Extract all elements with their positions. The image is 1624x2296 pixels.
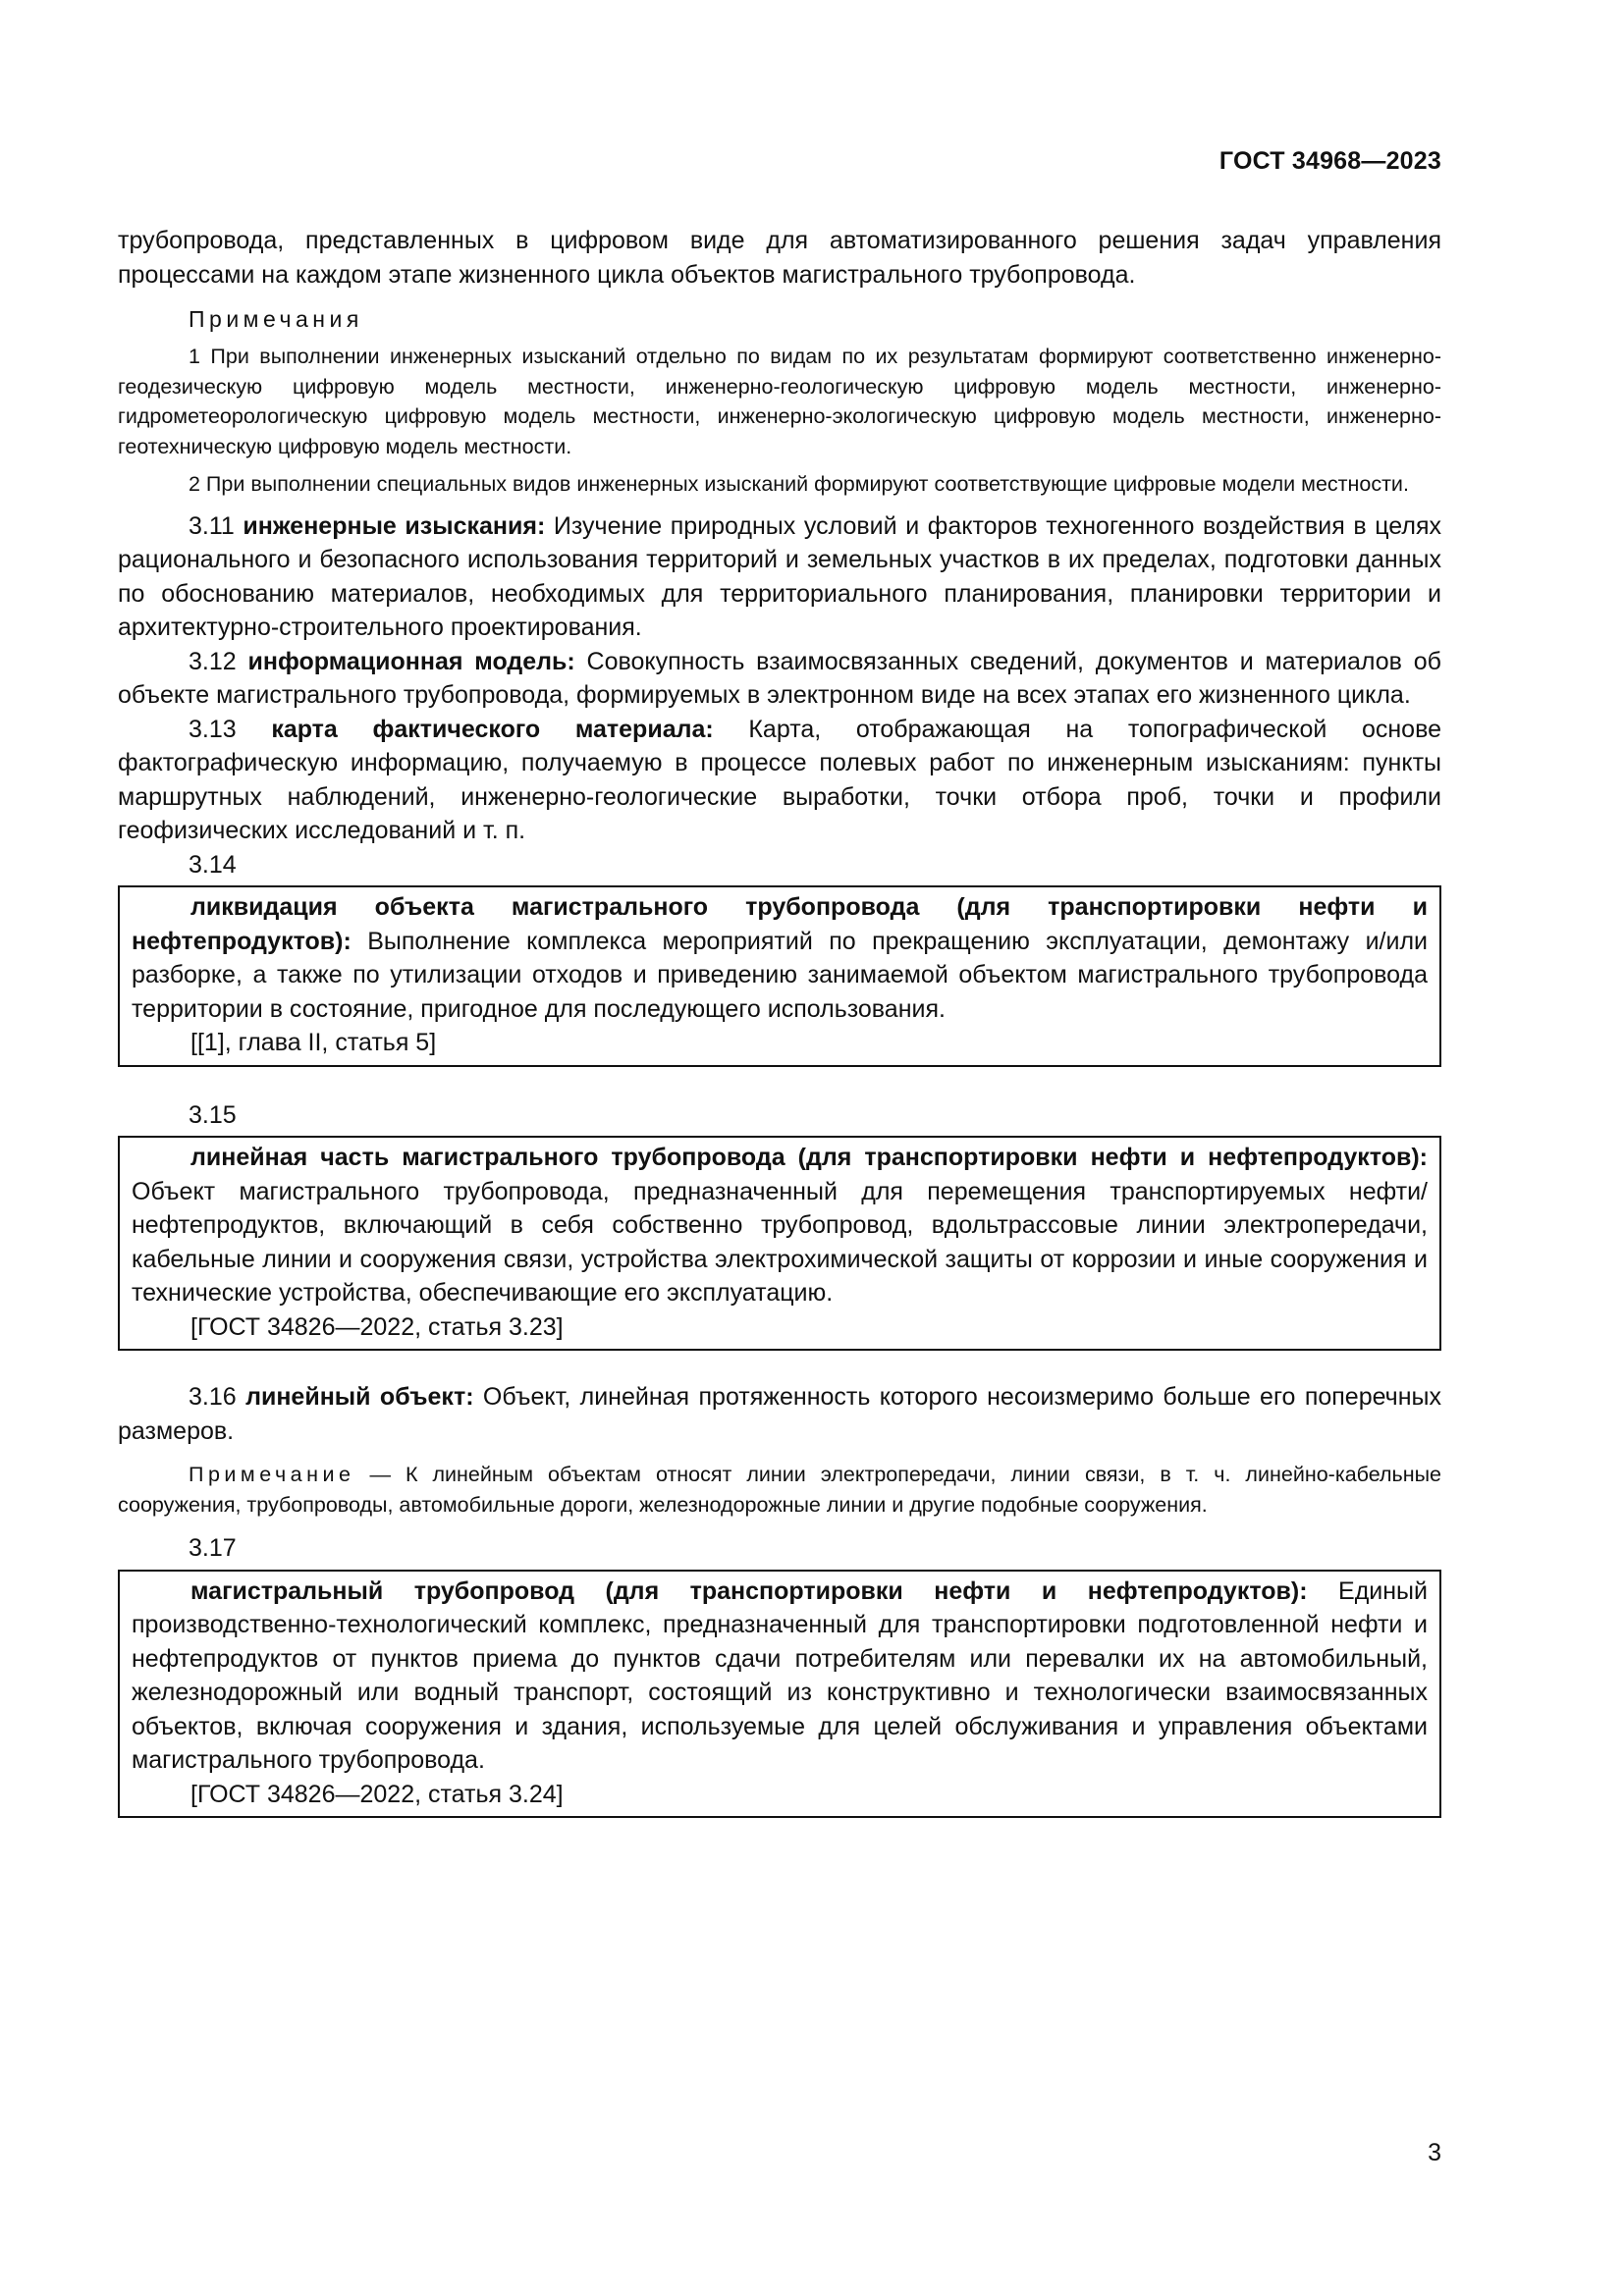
term-definition: Совокупность взаимосвязанных сведений, документов и материалов об объекте магистрального трубопровода, формируемых в электронном виде на всех этапах его жизненного цикла.: [118, 647, 1441, 709]
term-definition: Единый производственно-технологический комплекс, предназначенный для транспортировки подготовленной нефти и нефтепродуктов от пунктов приема до пунктов сдачи потребителям или перевалки их на автомобильный, железнодорожный или водный транспорт, состоящий из конструктивно и технологически взаимосвязанных объектов, включая сооружения и здания, используемые для целей обслуживания и управления объектами магистрального трубопровода.: [132, 1576, 1428, 1774]
term-definition: Объект, линейная протяженность которого несоизмеримо больше его поперечных размеров.: [118, 1383, 1441, 1445]
page-number: 3: [1428, 2139, 1441, 2166]
term-3-14-number: 3.14: [189, 850, 237, 879]
term-3-14-source: [[1], глава II, статья 5]: [190, 1029, 437, 1056]
term-3-11: [118, 509, 1441, 645]
page-content: [118, 224, 1441, 1818]
term-number: 3.12: [189, 647, 237, 675]
note-label: Примечание: [189, 1463, 355, 1486]
term-3-14-box: [118, 885, 1441, 1067]
note-1: 1 При выполнении инженерных изысканий отдельно по видам по их результатам формируют соответственно инженерно-геодезическую цифровую модель местности, инженерно-геологическую цифровую модель местности, инженерно-гидрометеорологическую цифровую модель местности, инженерно-экологическую цифровую модель местности, инженерно-геотехническую цифровую модель местности.: [118, 345, 1441, 458]
term-name: карта фактического материала:: [271, 715, 714, 743]
term-definition: Выполнение комплекса мероприятий по прекращению эксплуатации, демонтажу и/или разборке, а также по утилизации отходов и приведению занимаемой объектом магистрального трубопровода территории в состояние, пригодное для последующего использования.: [132, 927, 1428, 1023]
notes-title: Примечания: [189, 306, 363, 332]
term-3-16: [118, 1380, 1441, 1448]
term-name: магистральный трубопровод (для транспортировки нефти и нефтепродуктов):: [190, 1576, 1308, 1605]
intro-paragraph: трубопровода, представленных в цифровом виде для автоматизированного решения задач управления процессами на каждом этапе жизненного цикла объектов магистрального трубопровода.: [118, 227, 1441, 289]
term-number: 3.11: [189, 511, 235, 540]
term-name: информационная модель:: [247, 647, 575, 675]
term-3-15-box: [118, 1136, 1441, 1351]
note-text: — К линейным объектам относят линии электропередачи, линии связи, в т. ч. линейно-кабельные сооружения, трубопроводы, автомобильные дороги, железнодорожные линии и другие подобные сооружения.: [118, 1463, 1441, 1517]
term-number: 3.13: [189, 715, 237, 743]
term-3-17: [132, 1575, 1428, 1778]
term-3-15-number: 3.15: [189, 1100, 237, 1129]
term-3-15-source: [ГОСТ 34826—2022, статья 3.23]: [190, 1312, 564, 1341]
term-3-17-source: [ГОСТ 34826—2022, статья 3.24]: [190, 1780, 564, 1808]
term-3-17-box: [118, 1570, 1441, 1819]
term-3-12: [118, 645, 1441, 713]
term-definition: Изучение природных условий и факторов техногенного воздействия в целях рационального и безопасного использования территорий и земельных участков в их пределах, подготовки данных по обоснованию материалов, необходимых для территориального планирования, планировки территории и архитектурно-строительного проектирования.: [118, 511, 1441, 641]
note-2: 2 При выполнении специальных видов инженерных изысканий формируют соответствующие цифровые модели местности.: [189, 472, 1409, 496]
term-3-13: [118, 713, 1441, 848]
term-3-17-number: 3.17: [189, 1534, 237, 1562]
term-name: инженерные изыскания:: [243, 511, 546, 540]
term-3-16-note: [118, 1460, 1441, 1520]
term-name: линейный объект:: [245, 1383, 474, 1411]
document-header: ГОСТ 34968—2023: [1218, 147, 1441, 175]
term-definition: Карта, отображающая на топографической основе фактографическую информацию, получаемую в процессе полевых работ по инженерным изысканиям: пункты маршрутных наблюдений, инженерно-геологические выработки, точки отбора проб, точки и профили геофизических исследований и т. п.: [118, 715, 1441, 844]
term-name: ликвидация объекта магистрального трубопровода (для транспортировки нефти и нефтепродуктов):: [132, 893, 1428, 955]
term-number: 3.16: [189, 1383, 237, 1411]
term-3-15: [132, 1141, 1428, 1310]
term-definition: Объект магистрального трубопровода, предназначенный для перемещения транспортируемых нефти/нефтепродуктов, включающий в себя собственно трубопровод, вдольтрассовые линии электропередачи, кабельные линии и сооружения связи, устройства электрохимической защиты от коррозии и иные сооружения и технические устройства, обеспечивающие его эксплуатацию.: [132, 1177, 1428, 1307]
term-name: линейная часть магистрального трубопровода (для транспортировки нефти и нефтепродуктов):: [190, 1144, 1428, 1171]
term-3-14: [132, 890, 1428, 1026]
